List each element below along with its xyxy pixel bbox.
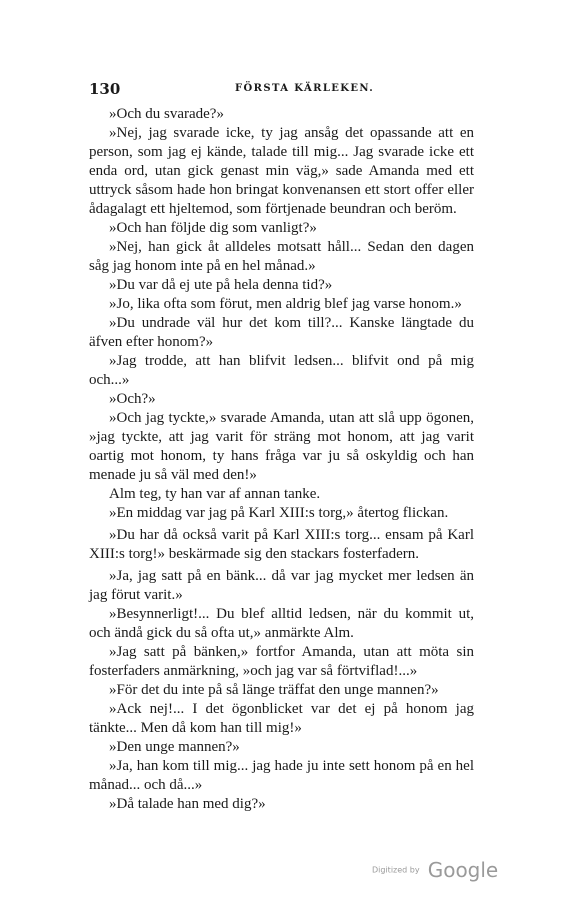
paragraph: »Jo, lika ofta som förut, men aldrig blef jag varse honom.» (109, 296, 462, 312)
paragraph: »Ja, han kom till mig... jag hade ju inte sett honom på en hel månad... och då...» (89, 758, 474, 793)
paragraph: Alm teg, ty han var af annan tanke. (109, 486, 321, 502)
paragraph: »Nej, han gick åt alldeles motsatt håll... Sedan den dagen såg jag honom inte på en hel månad.» (89, 239, 474, 274)
paragraph: »För det du inte på så länge träffat den unge mannen?» (109, 682, 439, 698)
paragraph: »Du undrade väl hur det kom till?... Kanske längtade du äfven efter honom?» (89, 315, 474, 350)
paragraph: »En middag var jag på Karl XIII:s torg,» återtog flickan. (109, 505, 449, 521)
running-title: FÖRSTA KÄRLEKEN. (235, 83, 375, 94)
body-text (89, 105, 474, 814)
paragraph: »Och du svarade?» (109, 106, 224, 122)
paragraph: »Ja, jag satt på en bänk... då var jag mycket mer ledsen än jag förut varit.» (89, 568, 474, 603)
paragraph: »Och han följde dig som vanligt?» (109, 220, 317, 236)
paragraph: »Och jag tyckte,» svarade Amanda, utan att slå upp ögonen, »jag tyckte, att jag varit för sträng mot honom, att jag varit oartig mot honom, ty hans fråga var ju så oskyldig och han menade ju så väl med den!» (89, 410, 474, 483)
paragraph: »Besynnerligt!... Du blef alltid ledsen, när du kommit ut, och ändå gick du så ofta ut,» anmärkte Alm. (89, 606, 474, 641)
paragraph: »Nej, jag svarade icke, ty jag ansåg det opassande att en person, som jag ej kände, talade till mig... Jag svarade icke ett enda ord, utan gick genast min väg,» sade Amanda med ett uttryck såsom hade hon bringat konvenansen ett stort offer eller ådagalagt ett hjeltemod, som förtjenade beundran och beröm. (89, 125, 474, 217)
paragraph: »Du har då också varit på Karl XIII:s torg... ensam på Karl XIII:s torg!» beskärmade sig den stackars fosterfadern. (89, 527, 474, 562)
paragraph: »Du var då ej ute på hela denna tid?» (109, 277, 333, 293)
paragraph: »Jag satt på bänken,» fortfor Amanda, utan att möta sin fosterfaders anmärkning, »och jag var så förtviflad!...» (89, 644, 474, 679)
paragraph: »Jag trodde, att han blifvit ledsen... blifvit ond på mig och...» (89, 353, 474, 388)
paragraph: »Ack nej!... I det ögonblicket var det ej på honom jag tänkte... Men då kom han till mig!» (89, 701, 474, 736)
paragraph: »Då talade han med dig?» (109, 796, 266, 812)
digitized-watermark (372, 858, 498, 882)
paragraph: »Och?» (109, 391, 156, 407)
paragraph: »Den unge mannen?» (109, 739, 240, 755)
page-number: 130 (89, 80, 121, 98)
page-header (89, 80, 474, 100)
watermark-prefix: Digitized by (372, 865, 420, 875)
google-logo: Google (427, 858, 499, 882)
